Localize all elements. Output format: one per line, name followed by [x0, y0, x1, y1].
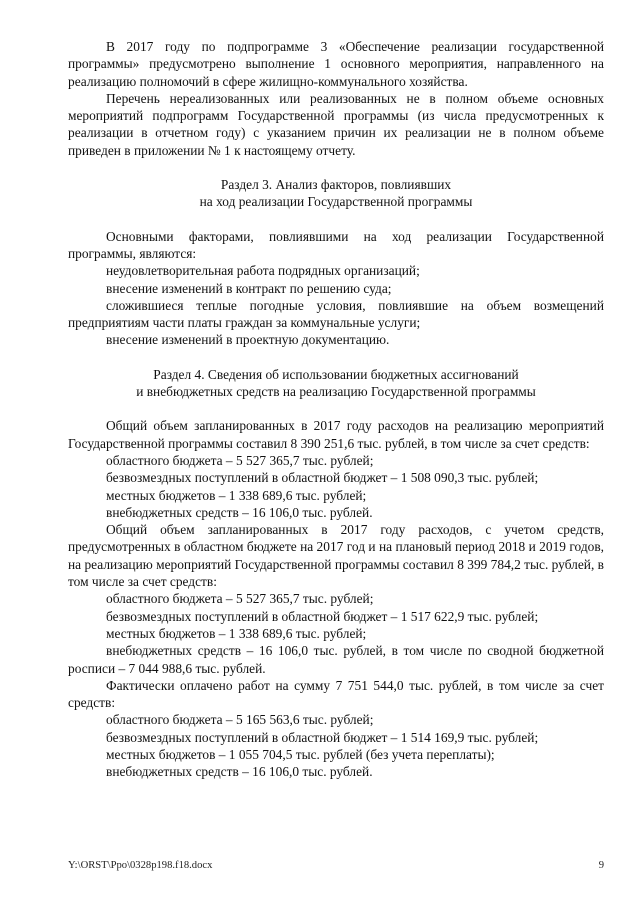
section-4-heading-line-2: и внебюджетных средств на реализацию Государственной программы [136, 384, 536, 400]
spacer [68, 349, 604, 366]
paid-works-item: внебюджетных средств – 16 106,0 тыс. рублей. [106, 764, 373, 780]
page-footer [68, 857, 604, 874]
factor-item: внесение изменений в проектную документацию. [106, 332, 390, 348]
section-4-heading-line-1: Раздел 4. Сведения об использовании бюджетных ассигнований [153, 366, 519, 382]
paragraph-unrealized-activities: Перечень нереализованных или реализованных не в полном объеме основных мероприятий подпрограмм Государственной программы (из числа предусмотренных к реализации в отчетном году) с указанием причин их реализации не в полном объеме приведен в приложении № 1 к настоящему отчету. [68, 90, 604, 158]
factor-item: неудовлетворительная работа подрядных организаций; [106, 263, 420, 279]
adjusted-expense-item: внебюджетных средств – 16 106,0 тыс. рублей, в том числе по сводной бюджетной росписи – 7 044 988,6 тыс. рублей. [68, 643, 604, 676]
planned-expense-item: местных бюджетов – 1 338 689,6 тыс. рублей; [106, 487, 367, 503]
factor-item: внесение изменений в контракт по решению суда; [106, 280, 392, 296]
planned-expense-item: безвозмездных поступлений в областной бюджет – 1 508 090,3 тыс. рублей; [106, 470, 539, 486]
section-3-heading-line-1: Раздел 3. Анализ факторов, повлиявших [220, 177, 452, 193]
paid-works-intro: Фактически оплачено работ на сумму 7 751 544,0 тыс. рублей, в том числе за счет средств: [68, 677, 604, 711]
adjusted-expense-item: безвозмездных поступлений в областной бюджет – 1 517 622,9 тыс. рублей; [106, 608, 539, 624]
adjusted-expense-item: местных бюджетов – 1 338 689,6 тыс. рублей; [106, 625, 367, 641]
section-3-heading-line-2: на ход реализации Государственной программы [199, 194, 473, 210]
factor-item: сложившиеся теплые погодные условия, повлиявшие на объем возмещений предприятиям части платы граждан за коммунальные услуги; [68, 297, 604, 331]
planned-expense-item: внебюджетных средств – 16 106,0 тыс. рублей. [106, 504, 373, 520]
spacer [68, 211, 604, 228]
adjusted-expense-item: областного бюджета – 5 527 365,7 тыс. рублей; [106, 591, 374, 607]
paid-works-item: областного бюджета – 5 165 563,6 тыс. рублей; [106, 712, 374, 728]
footer-file-path: Y:\ORST\Ppo\0328p198.f18.docx [68, 860, 213, 871]
spacer [68, 159, 604, 176]
paragraph-subprogram-3: В 2017 году по подпрограмме 3 «Обеспечение реализации государственной программы» предусмотрено выполнение 1 основного мероприятия, направленного на реализацию полномочий в сфере жилищно-коммунального хозяйства. [68, 39, 604, 89]
footer-page-number: 9 [598, 860, 604, 871]
planned-expense-item: областного бюджета – 5 527 365,7 тыс. рублей; [106, 452, 374, 468]
adjusted-expenses-intro: Общий объем запланированных в 2017 году расходов, с учетом средств, предусмотренных в областном бюджете на 2017 год и на плановый период 2018 и 2019 годов, на реализацию мероприятий Государственной программы составил 8 399 784,2 тыс. рублей, в том числе за счет средств: [68, 522, 604, 590]
paid-works-item: безвозмездных поступлений в областной бюджет – 1 514 169,9 тыс. рублей; [106, 729, 539, 745]
planned-expenses-intro: Общий объем запланированных в 2017 году расходов на реализацию мероприятий Государственной программы составил 8 390 251,6 тыс. рублей, в том числе за счет средств: [68, 418, 604, 451]
document-body [68, 38, 604, 781]
paid-works-item: местных бюджетов – 1 055 704,5 тыс. рублей (без учета переплаты); [106, 746, 495, 762]
section-3-intro: Основными факторами, повлиявшими на ход реализации Государственной программы, являются: [68, 228, 604, 261]
spacer [68, 400, 604, 417]
